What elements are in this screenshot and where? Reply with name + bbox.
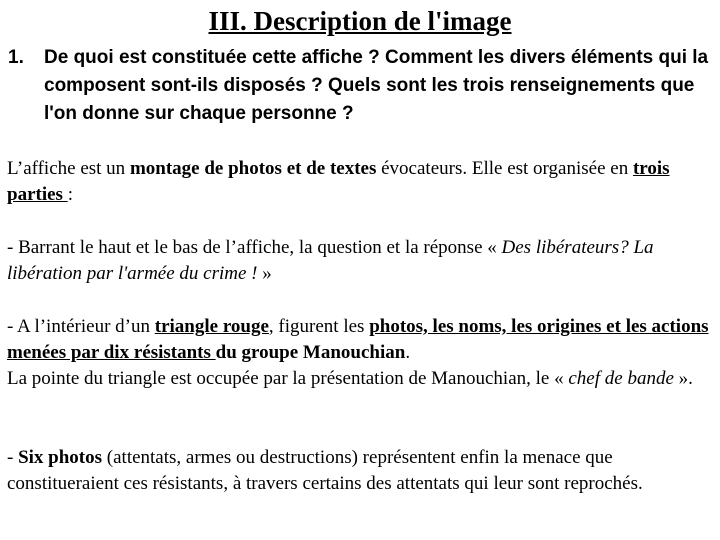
text-run: (attentats, armes ou destructions) représentent enfin la menace que constitueraient ces résistants, à travers certains des attentats qui leur sont reprochés.: [7, 447, 643, 494]
emphasis-groupe: du groupe Manouchian: [215, 342, 406, 363]
text-run: ».: [673, 368, 693, 389]
paragraph-intro: [7, 156, 713, 208]
text-run: -: [7, 447, 19, 468]
slide-title: III. Description de l'image: [208, 6, 512, 36]
emphasis-six-photos: Six photos: [18, 447, 103, 468]
text-run: évocateurs. Elle est organisée en: [376, 158, 633, 179]
emphasis-montage: montage de photos et de textes: [129, 158, 377, 179]
question-text: De quoi est constituée cette affiche ? Comment les divers éléments qui la composent sont-ils disposés ? Quels sont les trois renseignements que l'on donne sur chaque personne ?: [44, 47, 709, 124]
text-run: - Barrant le haut et le bas de l’affiche, la question et la réponse «: [7, 237, 502, 258]
text-run: La pointe du triangle est occupée par la présentation de Manouchian, le «: [7, 368, 569, 389]
emphasis-triangle-rouge: triangle rouge: [154, 316, 269, 337]
paragraph-part-two: [7, 314, 713, 392]
question-item: [8, 44, 714, 128]
paragraph-part-three: [7, 445, 713, 497]
paragraph-part-one: [7, 235, 713, 287]
question-number: 1.: [8, 47, 24, 68]
text-run: L’affiche est un: [7, 158, 130, 179]
text-run: :: [67, 184, 73, 205]
text-run: »: [262, 263, 272, 284]
text-run: - A l’intérieur d’un: [7, 316, 155, 337]
text-run: .: [405, 342, 411, 363]
emphasis-photos-noms: photos, les noms, les origines et les actions menées par dix résistants: [7, 316, 709, 363]
emphasis-trois-parties: trois parties: [7, 158, 670, 205]
text-run: , figurent les: [268, 316, 370, 337]
quote-chef-de-bande: chef de bande: [568, 368, 674, 389]
quote-slogan: Des libérateurs? La libération par l'armée du crime !: [7, 237, 654, 284]
